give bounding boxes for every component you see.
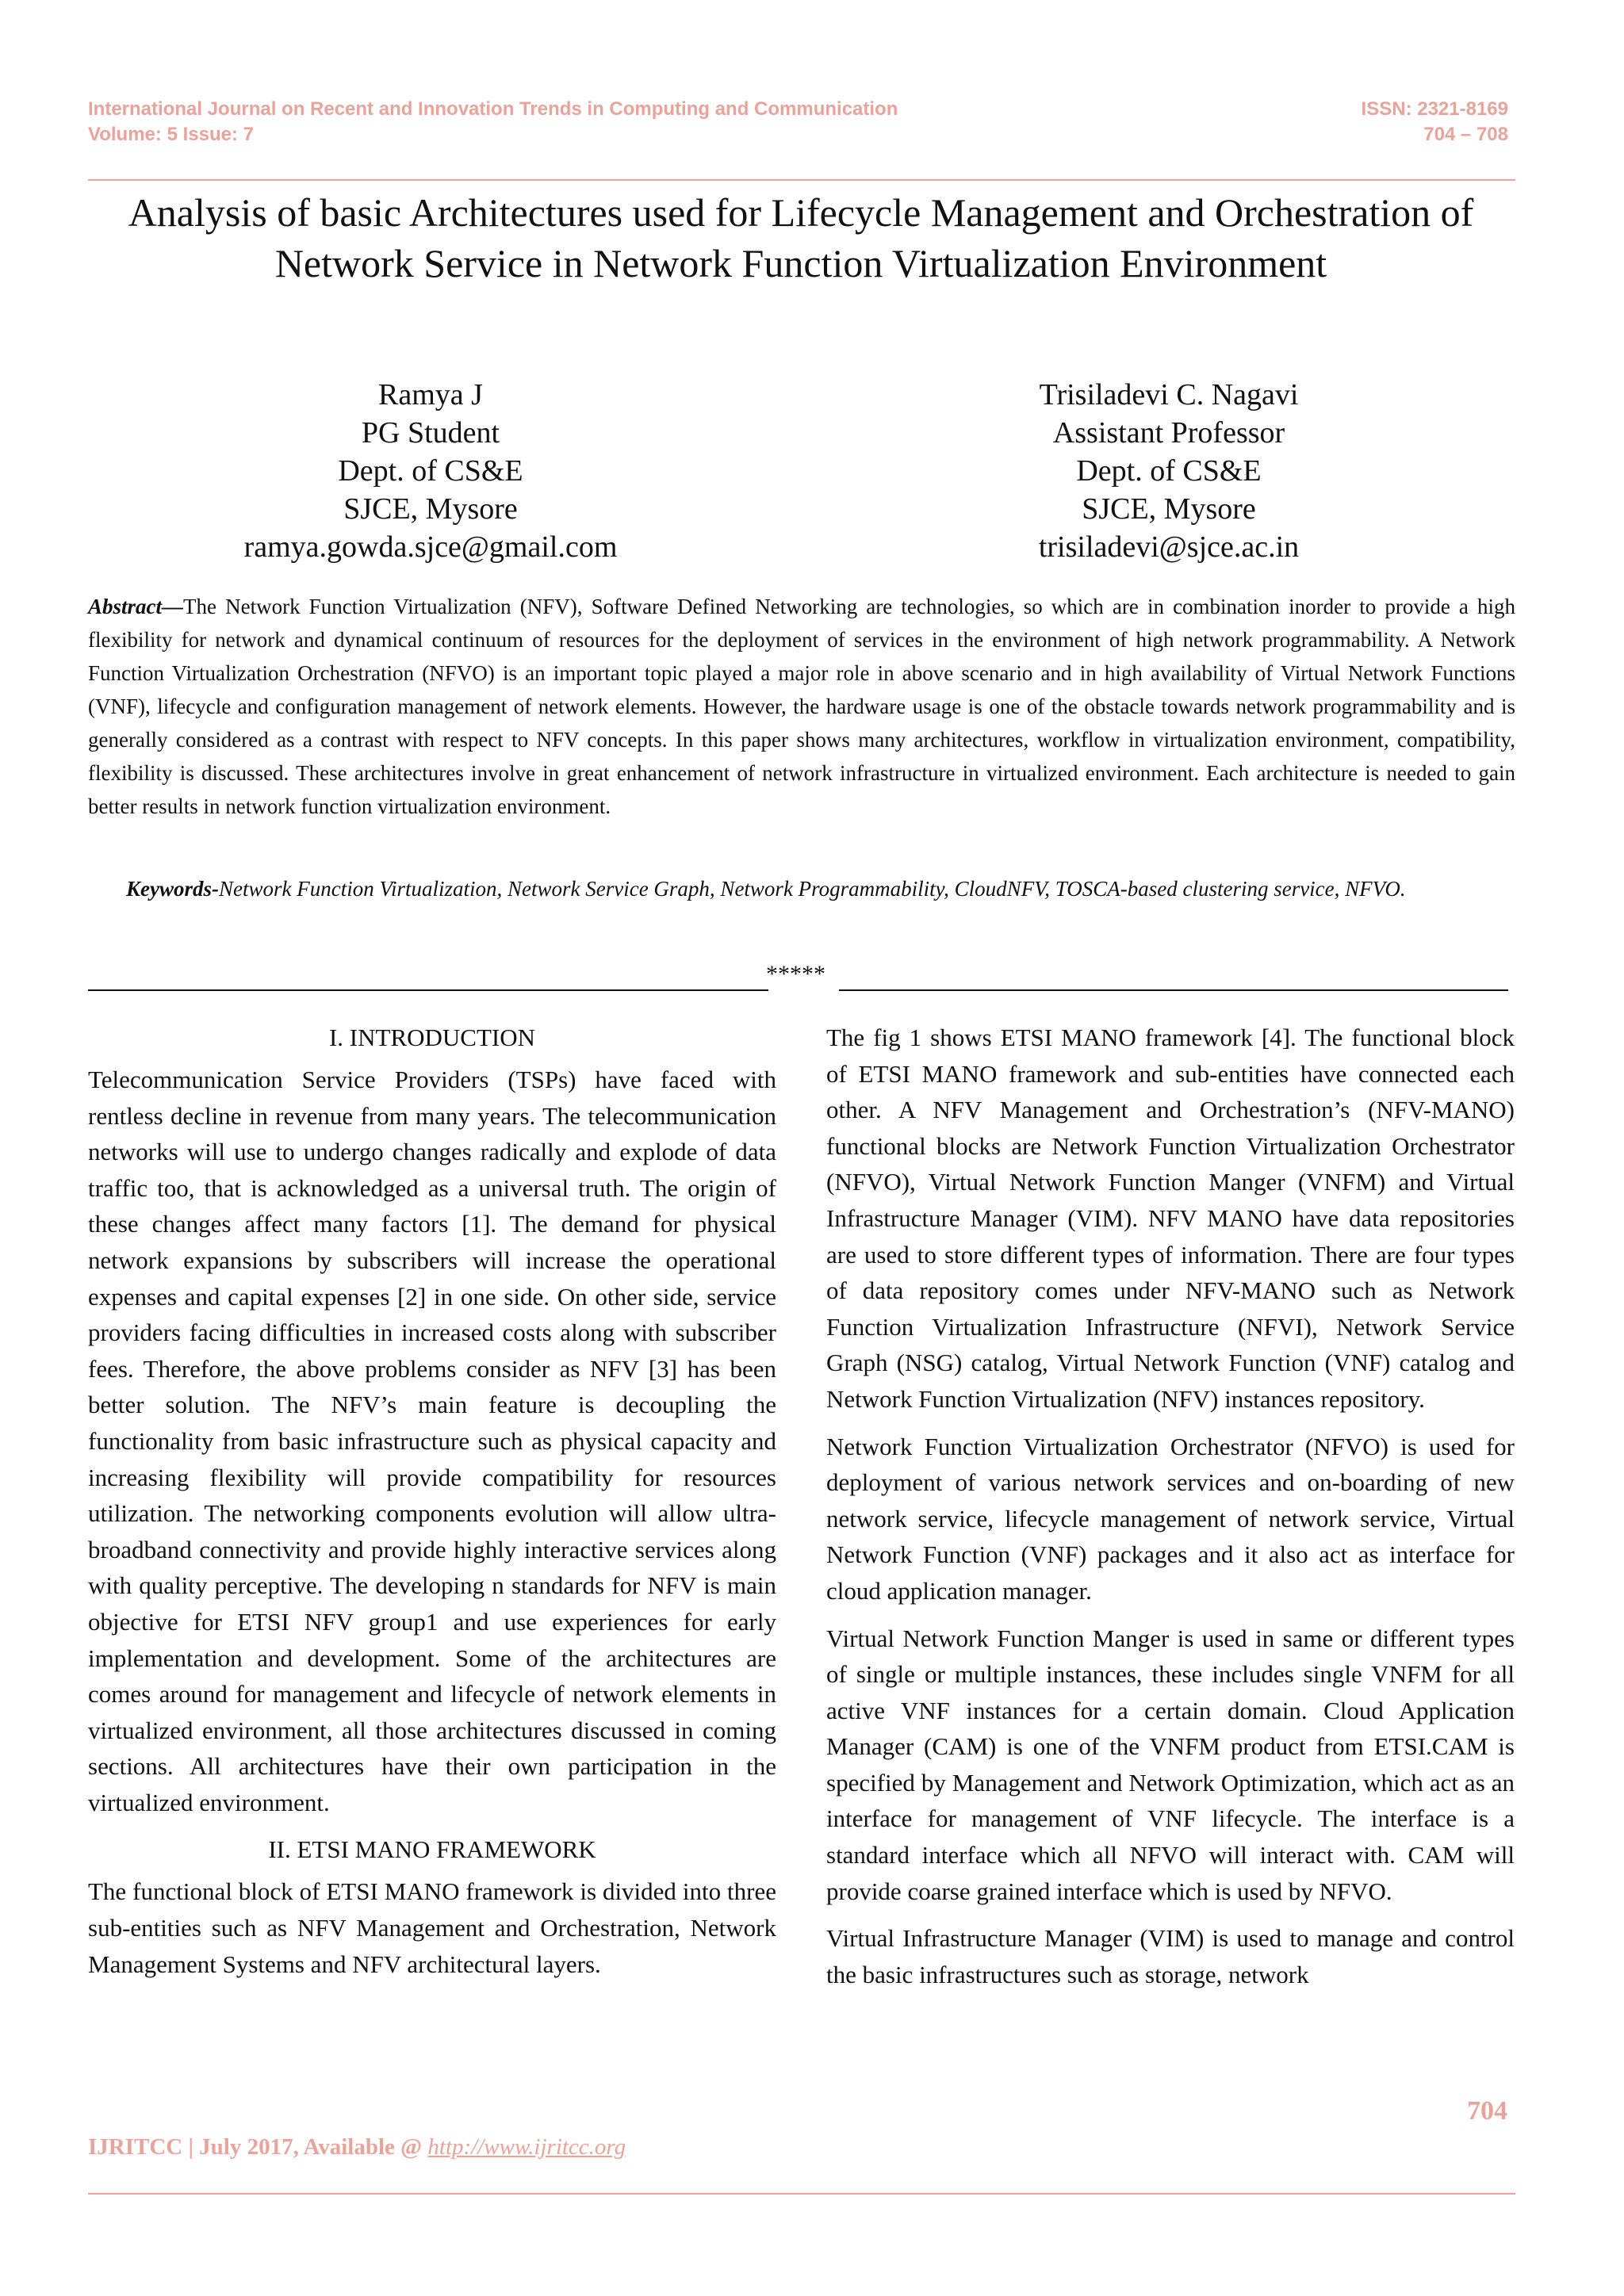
paragraph: Network Function Virtualization Orchestrator (NFVO) is used for deployment of various network services and on-boarding of new network service, lifecycle management of network service, Virtual Network Function (VNF) packages and it also act as interface for cloud application manager. [826,1432,1515,1605]
paper-title: Analysis of basic Architectures used for Lifecycle Management and Orchestration of Network Service in Network Function Virtualization Environment [128,190,1474,285]
author-email: trisiladevi@sjce.ac.in [1038,530,1300,564]
right-column [826,1020,1515,2003]
footer [88,2134,626,2160]
author-email: ramya.gowda.sjce@gmail.com [243,530,618,564]
footer-link[interactable]: http://www.ijritcc.org [427,2134,626,2160]
paragraph: Virtual Network Function Manger is used in same or different types of single or multiple instances, these includes single VNFM for all active VNF instances for a certain domain. Cloud Application Manager (CAM) is one of the VNFM product from ETSI.CAM is specified by Management and Network Optimization, which act as an interface for management of VNF lifecycle. The interface is a standard interface which all NFVO will interact with. CAM will provide coarse grained interface which is used by NFVO. [826,1624,1515,1905]
paragraph: The functional block of ETSI MANO framework is divided into three sub-entities such as NFV Management and Orchestration, Network Management Systems and NFV architectural layers. [88,1877,776,1978]
left-column [88,1020,776,1993]
author-role: Assistant Professor [1052,416,1285,450]
journal-volume: Volume: 5 Issue: 7 [88,124,254,145]
author-dept: Dept. of CS&E [338,454,523,488]
abstract-label: Abstract— [88,595,184,618]
keywords-label: Keywords- [126,877,219,901]
section-heading: I. INTRODUCTION [328,1024,536,1051]
abstract-text: The Network Function Virtualization (NFV), Software Defined Networking are technologies, so which are in combination inorder to provide a high flexibility for network and dynamical continuum of resources for the deployment of services in the environment of high network programmability. A Network Function Virtualization Orchestration (NFVO) is an important topic played a major role in above scenario and in high availability of Virtual Network Functions (VNF), lifecycle and configuration management of network elements. However, the hardware usage is one of the obstacle towards network programmability and is generally considered as a contrast with respect to NFV concepts. In this paper shows many architectures, workflow in virtualization environment, compatibility, flexibility is discussed. These architectures involve in great enhancement of network infrastructure in virtualized environment. Each architecture is needed to gain better results in network function virtualization environment. [88,595,1515,818]
footer-text: IJRITCC | July 2017, Available @ [88,2134,428,2160]
author-role: PG Student [361,416,500,450]
author-block-2 [891,376,1446,566]
paragraph: The fig 1 shows ETSI MANO framework [4]. The functional block of ETSI MANO framework and sub-entities have connected each other. A NFV Management and Orchestration’s (NFV-MANO) functional blocks are Network Function Virtualization Orchestrator (NFVO), Virtual Network Function Manger (VNFM) and Virtual Infrastructure Manager (VIM). NFV MANO have data repositories are used to store different types of information. There are four types of data repository comes under NFV-MANO such as Network Function Virtualization Infrastructure (NFVI), Network Service Graph (NSG) catalog, Virtual Network Function (VNF) catalog and Network Function Virtualization (NFV) instances repository. [826,1024,1515,1413]
author-affiliation: SJCE, Mysore [343,492,518,526]
journal-name: International Journal on Recent and Innovation Trends in Computing and Communication [88,98,898,120]
header-divider [88,179,1515,181]
footer-divider [88,2193,1515,2195]
paragraph: Virtual Infrastructure Manager (VIM) is used to manage and control the basic infrastructures such as storage, network [826,1924,1515,1988]
separator-line-right [839,989,1508,991]
keywords-text: Network Function Virtualization, Network Service Graph, Network Programmability, CloudNFV, TOSCA-based clustering service, NFVO. [219,877,1406,901]
author-block-1 [153,376,708,566]
keywords [88,872,1515,905]
section-heading: II. ETSI MANO FRAMEWORK [268,1835,596,1864]
page-number: 704 [1467,2096,1507,2126]
author-affiliation: SJCE, Mysore [1082,492,1256,526]
author-dept: Dept. of CS&E [1076,454,1262,488]
separator-stars: ***** [766,961,825,987]
journal-issn: ISSN: 2321-8169 [1361,98,1508,120]
abstract [88,590,1515,823]
author-name: Trisiladevi C. Nagavi [1039,378,1299,411]
author-name: Ramya J [378,378,483,411]
paragraph: Telecommunication Service Providers (TSPs) have faced with rentless decline in revenue from many years. The telecommunication networks will use to undergo changes radically and explode of data traffic too, that is acknowledged as a universal truth. The origin of these changes affect many factors [1]. The demand for physical network expansions by subscribers will increase the operational expenses and capital expenses [2] in one side. On other side, service providers facing difficulties in increased costs along with subscriber fees. Therefore, the above problems consider as NFV [3] has been better solution. The NFV’s main feature is decoupling the functionality from basic infrastructure such as physical capacity and increasing flexibility will provide compatibility for resources utilization. The networking components evolution will allow ultra-broadband connectivity and provide highly interactive services along with quality perceptive. The developing n standards for NFV is main objective for ETSI NFV group1 and use experiences for early implementation and development. Some of the architectures are comes around for management and lifecycle of network elements in virtualized environment, all those architectures discussed in coming sections. All architectures have their own participation in the virtualized environment. [88,1066,776,1816]
separator-line-left [88,989,768,991]
page-range: 704 – 708 [1423,124,1508,145]
